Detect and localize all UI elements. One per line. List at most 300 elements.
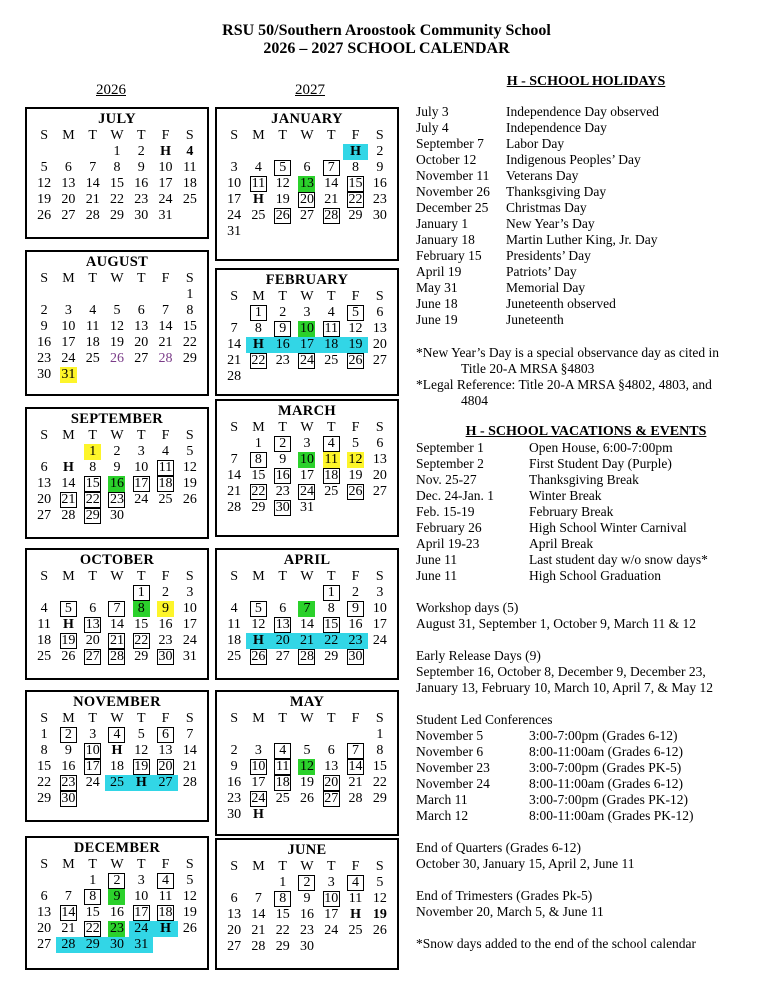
week-row <box>222 321 392 337</box>
day <box>295 923 319 939</box>
day-number: 12 <box>37 176 52 191</box>
day-empty <box>368 500 392 516</box>
day <box>56 649 80 665</box>
day-boxed <box>81 759 105 775</box>
day-number: 12 <box>348 321 363 336</box>
day-number <box>347 807 364 823</box>
item-date: September 2 <box>416 456 484 471</box>
vacations-section <box>416 424 756 584</box>
day-number: 16 <box>299 907 314 922</box>
day-number: 22 <box>182 335 197 350</box>
day-number <box>250 144 267 160</box>
item-date: January 18 <box>416 232 475 247</box>
day <box>32 492 56 508</box>
month-name: FEBRUARY <box>265 272 349 288</box>
day-number: 21 <box>251 923 266 938</box>
day <box>222 452 246 468</box>
week-row <box>222 160 392 176</box>
day-empty <box>129 508 153 524</box>
day-empty <box>81 791 105 807</box>
day <box>319 875 343 891</box>
weekday-header: S <box>40 428 49 443</box>
day-number: 10 <box>158 160 173 175</box>
day-vacation <box>295 337 319 353</box>
day <box>81 351 105 367</box>
day-number: 11 <box>227 617 241 632</box>
list-item <box>416 728 756 744</box>
day-number: 17 <box>85 759 100 774</box>
day <box>368 468 392 484</box>
week-row <box>32 937 202 953</box>
day-number <box>60 287 77 303</box>
day-number: 22 <box>85 492 100 507</box>
weekday-header: T <box>278 128 287 143</box>
day-number: 25 <box>324 484 339 499</box>
item-date: November 23 <box>416 760 490 775</box>
day-number: 17 <box>134 905 149 920</box>
day-number: 20 <box>85 633 100 648</box>
day <box>295 208 319 224</box>
day-empty <box>222 305 246 321</box>
day-empty <box>32 144 56 160</box>
day-boxed <box>343 601 367 617</box>
day-empty <box>271 224 295 240</box>
day-number: 5 <box>352 436 360 451</box>
weekday-header: F <box>161 428 170 443</box>
week-row <box>222 907 392 923</box>
day-number: 29 <box>85 937 100 952</box>
day-number: 30 <box>37 367 52 382</box>
day <box>222 759 246 775</box>
day <box>178 759 202 775</box>
day-boxed <box>81 889 105 905</box>
day-number: 17 <box>324 907 339 922</box>
day-number: 12 <box>134 743 149 758</box>
month-name: JUNE <box>287 842 327 858</box>
day-number: 21 <box>61 492 76 507</box>
day <box>32 727 56 743</box>
day <box>222 500 246 516</box>
day-number: 2 <box>352 585 360 600</box>
day <box>178 335 202 351</box>
day <box>271 192 295 208</box>
day-empty <box>319 727 343 743</box>
weekday-header: S <box>40 711 49 726</box>
day-number: H <box>135 775 147 790</box>
list-item <box>416 552 756 568</box>
day-number: 15 <box>37 759 52 774</box>
day <box>105 759 129 775</box>
day-number: 8 <box>250 452 267 468</box>
day-number: 17 <box>61 335 76 350</box>
weekday-header: M <box>62 128 75 143</box>
day-number: 1 <box>89 873 97 888</box>
day <box>105 192 129 208</box>
day-number: 27 <box>299 208 314 223</box>
day-number: 23 <box>348 633 363 648</box>
day-boxed <box>129 476 153 492</box>
weekday-header: W <box>110 271 124 286</box>
weekday-header: W <box>110 711 124 726</box>
day-number: 25 <box>251 208 266 223</box>
day-vacation <box>319 633 343 649</box>
month-march <box>215 399 399 537</box>
day-empty <box>319 939 343 955</box>
day-number: 5 <box>376 875 384 890</box>
day-empty <box>368 369 392 385</box>
day-number: 16 <box>348 617 363 632</box>
day-number: 9 <box>157 601 174 617</box>
day-number: 19 <box>37 192 52 207</box>
day <box>81 727 105 743</box>
day-number: 22 <box>109 192 124 207</box>
week-row <box>222 484 392 500</box>
week-row <box>32 460 202 476</box>
day-number: 17 <box>299 468 314 483</box>
week-row <box>222 436 392 452</box>
month-grid <box>222 128 392 240</box>
week-row <box>222 369 392 385</box>
day-number: 23 <box>227 791 242 806</box>
weekday-header: M <box>252 569 265 584</box>
day-number <box>274 369 291 385</box>
day <box>129 617 153 633</box>
day-number: 14 <box>348 759 363 774</box>
day-number: 15 <box>85 905 100 920</box>
day-boxed <box>271 160 295 176</box>
day <box>32 617 56 633</box>
day-number: 22 <box>85 921 100 936</box>
day-number <box>181 208 198 224</box>
day-number: 10 <box>134 460 149 475</box>
day-number: 29 <box>37 791 52 806</box>
day-number: 28 <box>251 939 266 954</box>
item-date: July 4 <box>416 120 449 135</box>
day-number <box>226 436 243 452</box>
day-number: 26 <box>61 649 76 664</box>
day-empty <box>105 287 129 303</box>
weekday-header: T <box>88 428 97 443</box>
day-number: 18 <box>182 176 197 191</box>
day-number: 30 <box>227 807 242 822</box>
month-grid <box>222 420 392 516</box>
day-boxed <box>81 649 105 665</box>
item-date: January 1 <box>416 216 469 231</box>
day <box>178 905 202 921</box>
day-empty <box>222 585 246 601</box>
day-number: 9 <box>376 160 384 175</box>
vacation-list <box>416 440 756 584</box>
day-number: 1 <box>376 727 384 742</box>
day <box>246 436 270 452</box>
day <box>32 905 56 921</box>
day <box>56 759 80 775</box>
day <box>32 351 56 367</box>
day-number: 30 <box>348 649 363 664</box>
day <box>368 305 392 321</box>
weekday-header: F <box>351 711 360 726</box>
day <box>319 484 343 500</box>
day-number: 23 <box>275 484 290 499</box>
day-number: 20 <box>372 337 387 352</box>
week-row <box>222 775 392 791</box>
day-number: 27 <box>372 484 387 499</box>
day-number: 15 <box>182 319 197 334</box>
weekday-header: W <box>300 289 314 304</box>
day <box>105 160 129 176</box>
day <box>368 585 392 601</box>
item-date: September 1 <box>416 440 484 455</box>
day-boxed <box>81 617 105 633</box>
day-empty <box>343 807 367 823</box>
day-number: 20 <box>227 923 242 938</box>
day <box>246 321 270 337</box>
day-early-release <box>105 921 129 937</box>
day <box>129 889 153 905</box>
day-boxed <box>56 775 80 791</box>
day <box>222 633 246 649</box>
day-number <box>84 144 101 160</box>
day-number: H <box>350 907 361 922</box>
day-holiday <box>153 144 177 160</box>
day <box>129 144 153 160</box>
conferences-section <box>416 712 756 824</box>
month-name: OCTOBER <box>79 552 155 568</box>
day-empty <box>178 208 202 224</box>
day-number: 23 <box>158 633 173 648</box>
day-number <box>371 807 388 823</box>
day-number: H <box>111 743 123 758</box>
day-empty <box>129 287 153 303</box>
week-row <box>32 889 202 905</box>
day-number: 26 <box>348 484 363 499</box>
day-number <box>347 727 364 743</box>
list-item <box>416 120 756 136</box>
day-number: 18 <box>37 633 52 648</box>
day-number: 14 <box>227 468 242 483</box>
day-number: 13 <box>324 759 339 774</box>
day <box>368 601 392 617</box>
day-number: 20 <box>37 492 52 507</box>
day-number: 18 <box>158 905 173 920</box>
day-vacation <box>81 937 105 953</box>
week-row <box>32 791 202 807</box>
day <box>105 460 129 476</box>
item-label: Independence Day observed <box>506 104 659 119</box>
day <box>32 160 56 176</box>
day-number: 27 <box>37 937 52 952</box>
day-number: 10 <box>61 319 76 334</box>
day <box>32 319 56 335</box>
day <box>246 775 270 791</box>
day-number: 22 <box>372 775 387 790</box>
day <box>271 484 295 500</box>
day-empty <box>32 585 56 601</box>
day <box>32 601 56 617</box>
day-empty <box>105 367 129 383</box>
day <box>319 907 343 923</box>
day-number: 19 <box>109 335 124 350</box>
day <box>246 160 270 176</box>
day-number: 27 <box>324 791 339 806</box>
weekday-header-row <box>222 569 392 585</box>
day-number <box>36 144 53 160</box>
day <box>343 617 367 633</box>
day <box>368 743 392 759</box>
week-row <box>222 891 392 907</box>
day <box>56 319 80 335</box>
day-purple <box>105 351 129 367</box>
day-number: 25 <box>227 649 242 664</box>
day <box>343 791 367 807</box>
day-number <box>250 585 267 601</box>
day-holiday <box>246 807 270 823</box>
day-number: 17 <box>182 617 197 632</box>
day-early-release <box>105 476 129 492</box>
item-label: Open House, 6:00-7:00pm <box>529 440 673 455</box>
weekday-header: M <box>252 128 265 143</box>
item-label: Presidents’ Day <box>506 248 591 263</box>
day-number: 12 <box>182 460 197 475</box>
item-label: 3:00-7:00pm (Grades PK-12) <box>529 792 688 807</box>
week-row <box>32 303 202 319</box>
list-item <box>416 248 756 264</box>
weekday-header: S <box>375 859 384 874</box>
day-workshop <box>153 601 177 617</box>
item-date: Feb. 15-19 <box>416 504 475 519</box>
holidays-heading: H - SCHOOL HOLIDAYS <box>506 74 666 89</box>
day-number: 26 <box>348 353 363 368</box>
day <box>271 907 295 923</box>
week-row <box>32 633 202 649</box>
day-boxed <box>153 759 177 775</box>
list-item <box>416 296 756 312</box>
day-number: 27 <box>85 649 100 664</box>
day-vacation <box>105 775 129 791</box>
day-number: 23 <box>299 923 314 938</box>
weekday-header: S <box>185 128 194 143</box>
day-number: 22 <box>324 633 339 648</box>
day-empty <box>56 287 80 303</box>
item-label: Patriots’ Day <box>506 264 577 279</box>
item-date: June 11 <box>416 568 458 583</box>
week-row <box>222 192 392 208</box>
day <box>222 601 246 617</box>
day-number: 1 <box>40 727 48 742</box>
day <box>368 452 392 468</box>
day-number: 21 <box>324 192 339 207</box>
day-number: 21 <box>109 633 124 648</box>
day-number: 24 <box>299 484 314 499</box>
day <box>222 484 246 500</box>
day-number: 21 <box>227 353 242 368</box>
quarters-dates: October 30, January 15, April 2, June 11 <box>416 856 635 871</box>
day-number: 13 <box>61 176 76 191</box>
trimesters-section <box>416 888 756 920</box>
day-number: 10 <box>372 601 387 616</box>
day-number: 19 <box>299 775 314 790</box>
day <box>295 305 319 321</box>
day-boxed <box>153 460 177 476</box>
day-number: 13 <box>372 321 387 336</box>
day-number: 13 <box>37 476 52 491</box>
day-early-release <box>295 452 319 468</box>
day <box>295 500 319 516</box>
day-empty <box>271 369 295 385</box>
day-number: 1 <box>323 585 340 601</box>
day-number: 14 <box>158 319 173 334</box>
day-number <box>181 367 198 383</box>
day-number: 16 <box>37 335 52 350</box>
weekday-header: T <box>136 711 146 726</box>
day <box>368 176 392 192</box>
day-number: H <box>62 460 74 475</box>
day <box>32 743 56 759</box>
day <box>343 436 367 452</box>
day-number: 28 <box>227 369 242 384</box>
day-number: 7 <box>347 743 364 759</box>
day <box>222 617 246 633</box>
month-grid <box>222 711 392 823</box>
day <box>319 601 343 617</box>
day-boxed <box>319 791 343 807</box>
weekday-header: S <box>375 128 384 143</box>
day-number: 2 <box>113 444 121 459</box>
item-label: 3:00-7:00pm (Grades PK-5) <box>529 760 682 775</box>
day-empty <box>271 807 295 823</box>
day <box>246 743 270 759</box>
day-empty <box>222 727 246 743</box>
day <box>368 321 392 337</box>
day-number: 21 <box>227 484 242 499</box>
day-number: 29 <box>275 939 290 954</box>
day-number: 7 <box>64 889 72 904</box>
day <box>32 367 56 383</box>
day-empty <box>368 224 392 240</box>
weekday-header: S <box>230 128 239 143</box>
day-empty <box>222 144 246 160</box>
weekday-header: T <box>278 859 287 874</box>
day-number: 26 <box>182 921 197 936</box>
day <box>246 468 270 484</box>
week-row <box>32 444 202 460</box>
month-name: AUGUST <box>85 254 149 270</box>
day-boxed <box>81 743 105 759</box>
day <box>32 460 56 476</box>
day <box>319 192 343 208</box>
month-january <box>215 107 399 261</box>
day-number: 14 <box>109 617 124 632</box>
day-number: 22 <box>37 775 52 790</box>
month-grid <box>32 711 202 807</box>
day-number: 24 <box>134 921 149 936</box>
day-number: 4 <box>157 873 174 889</box>
month-december <box>25 836 209 970</box>
day-number <box>274 727 291 743</box>
item-label: Thanksgiving Day <box>506 184 607 199</box>
day-boxed <box>319 617 343 633</box>
day <box>368 923 392 939</box>
day-number: 30 <box>299 939 314 954</box>
day-number <box>108 791 125 807</box>
day-number <box>323 224 340 240</box>
week-row <box>222 743 392 759</box>
day-number: 14 <box>182 743 197 758</box>
day-boxed <box>319 321 343 337</box>
day-number: 16 <box>61 759 76 774</box>
day <box>81 633 105 649</box>
day-number: 26 <box>275 208 290 223</box>
